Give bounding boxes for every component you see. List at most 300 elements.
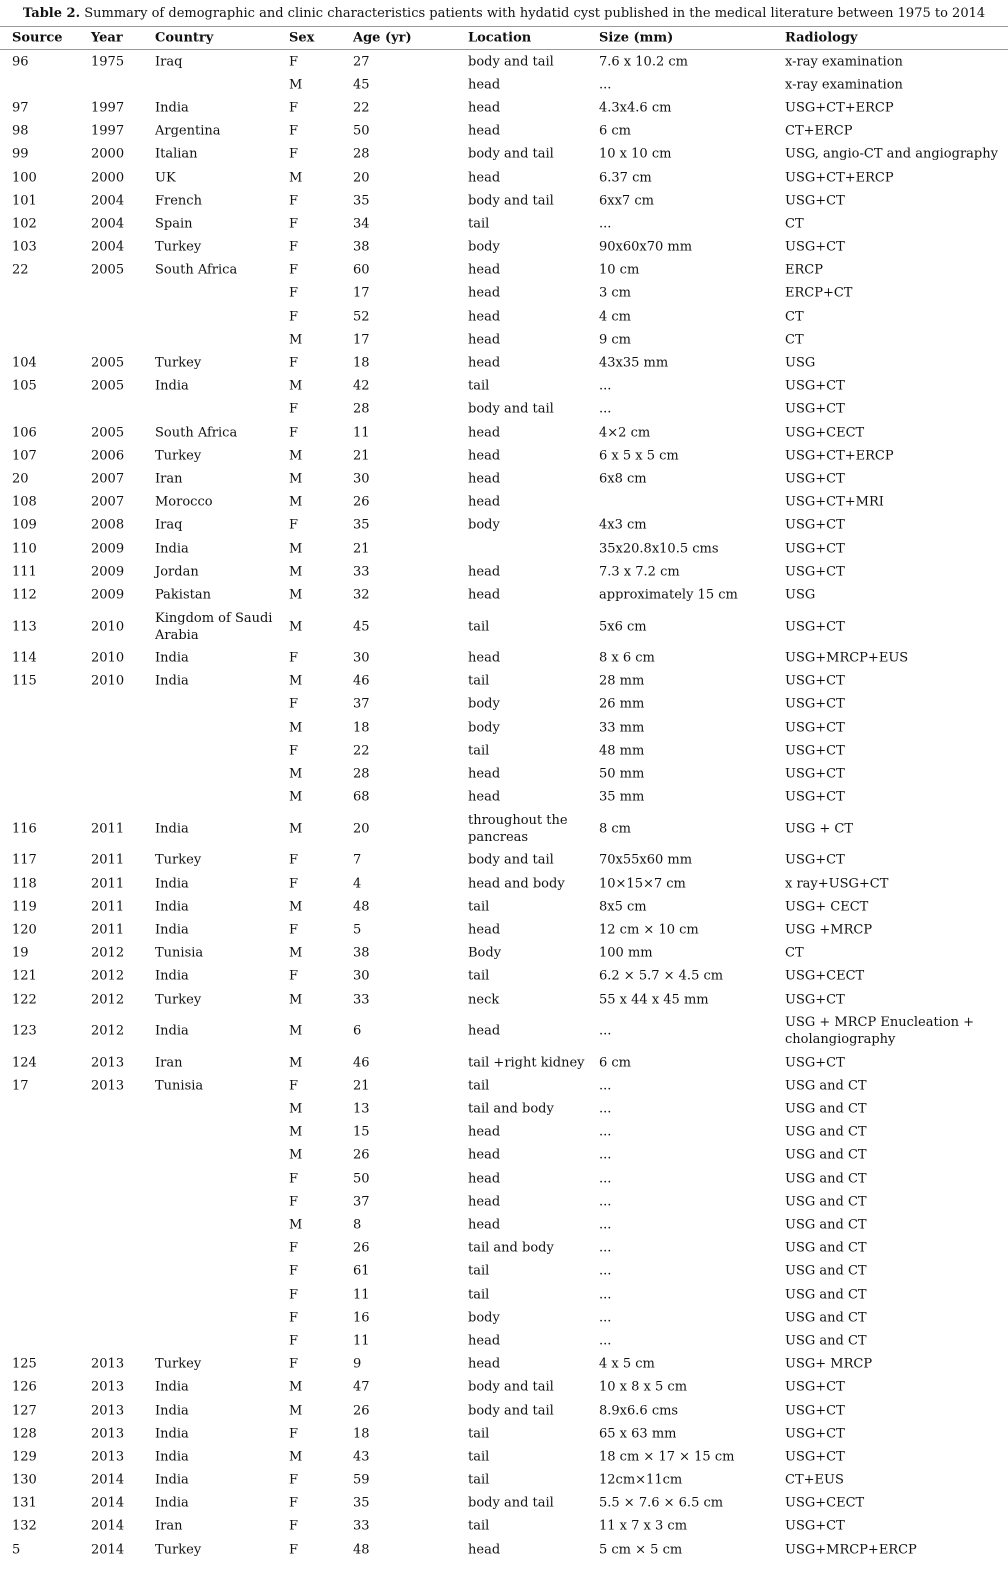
cell-age: 26 (353, 494, 370, 510)
cell-size: 8 x 6 cm (599, 650, 655, 666)
cell-source: 120 (12, 922, 37, 938)
cell-size: ... (599, 378, 612, 394)
cell-source: 104 (12, 355, 37, 371)
cell-source: 130 (12, 1472, 37, 1488)
cell-source: 102 (12, 216, 37, 232)
cell-age: 35 (353, 192, 370, 208)
cell-source: 5 (12, 1541, 21, 1557)
table-row (0, 1167, 1008, 1190)
cell-radiology: USG and CT (785, 1170, 867, 1186)
cell-country: Turkey (155, 991, 202, 1007)
cell-size: 8 cm (599, 821, 632, 837)
cell-source: 19 (12, 945, 29, 961)
cell-radiology: USG+CT+MRI (785, 494, 884, 510)
table-row (0, 96, 1008, 119)
cell-country: Turkey (155, 852, 202, 868)
cell-country: India (155, 899, 189, 915)
cell-year: 2006 (91, 448, 125, 464)
cell-radiology: USG+CT+ERCP (785, 100, 894, 116)
cell-radiology: ERCP+CT (785, 285, 853, 301)
cell-source: 98 (12, 123, 29, 139)
cell-country: India (155, 1379, 189, 1395)
cell-size: 33 mm (599, 719, 645, 735)
cell-radiology: USG and CT (785, 1124, 867, 1140)
cell-year: 2011 (91, 922, 125, 938)
cell-country: Turkey (155, 1356, 202, 1372)
cell-radiology: CT (785, 945, 804, 961)
characteristics-table (0, 26, 1008, 1561)
table-row (0, 1492, 1008, 1515)
cell-size: 35x20.8x10.5 cms (599, 540, 719, 556)
cell-year: 2000 (91, 169, 125, 185)
cell-age: 18 (353, 355, 370, 371)
cell-year: 2014 (91, 1472, 125, 1488)
table-header-row (0, 27, 1008, 50)
cell-location: body and tail (468, 1402, 554, 1418)
cell-location: tail +right kidney (468, 1054, 585, 1070)
cell-source: 115 (12, 673, 37, 689)
cell-location: tail (468, 899, 490, 915)
cell-location: body and tail (468, 1379, 554, 1395)
table-row (0, 444, 1008, 467)
cell-age: 20 (353, 821, 370, 837)
cell-sex: F (289, 1356, 299, 1372)
cell-country: Iran (155, 1054, 183, 1070)
cell-location: head (468, 1541, 501, 1557)
table-body (0, 50, 1008, 1561)
cell-location: head (468, 123, 501, 139)
cell-age: 33 (353, 991, 370, 1007)
cell-source: 105 (12, 378, 37, 394)
cell-sex: M (289, 991, 303, 1007)
cell-radiology: USG and CT (785, 1194, 867, 1210)
cell-age: 21 (353, 1078, 370, 1094)
cell-year: 2014 (91, 1495, 125, 1511)
table-row (0, 809, 1008, 849)
cell-size: ... (599, 1286, 612, 1302)
cell-sex: F (289, 1170, 299, 1186)
cell-radiology: USG+CT (785, 1449, 845, 1465)
table-row (0, 189, 1008, 212)
cell-source: 97 (12, 100, 29, 116)
cell-sex: M (289, 673, 303, 689)
cell-size: ... (599, 1194, 612, 1210)
cell-size: ... (599, 1101, 612, 1117)
cell-source: 22 (12, 262, 29, 278)
cell-source: 107 (12, 448, 37, 464)
cell-radiology: USG+ MRCP (785, 1356, 873, 1372)
cell-year: 2011 (91, 821, 125, 837)
cell-size: 90x60x70 mm (599, 239, 693, 255)
cell-location: body (468, 517, 500, 533)
cell-location: head (468, 494, 501, 510)
cell-source: 96 (12, 53, 29, 69)
cell-location: head (468, 308, 501, 324)
cell-location: body and tail (468, 852, 554, 868)
table-row (0, 739, 1008, 762)
cell-location: head (468, 789, 501, 805)
cell-size: 5 cm × 5 cm (599, 1541, 683, 1557)
table-row (0, 716, 1008, 739)
cell-year: 2010 (91, 619, 125, 634)
cell-sex: M (289, 1147, 303, 1163)
cell-sex: F (289, 192, 299, 208)
cell-source: 119 (12, 899, 37, 915)
cell-source: 126 (12, 1379, 37, 1395)
cell-source: 123 (12, 1023, 37, 1039)
cell-size: 12cm×11cm (599, 1472, 683, 1488)
cell-radiology: USG+CT (785, 540, 845, 556)
cell-radiology: x-ray examination (785, 53, 903, 69)
cell-size: 6 cm (599, 123, 632, 139)
cell-location: Body (468, 945, 502, 961)
cell-radiology: USG+CT (785, 1054, 845, 1070)
cell-size: 9 cm (599, 332, 632, 348)
table-row (0, 693, 1008, 716)
cell-age: 13 (353, 1101, 370, 1117)
table-row (0, 670, 1008, 693)
cell-sex: F (289, 1078, 299, 1094)
cell-age: 59 (353, 1472, 370, 1488)
cell-source: 113 (12, 619, 37, 634)
cell-location: tail (468, 1518, 490, 1534)
cell-age: 60 (353, 262, 370, 278)
cell-sex: M (289, 471, 303, 487)
table-row (0, 491, 1008, 514)
cell-sex: F (289, 1333, 299, 1349)
cell-year: 2005 (91, 355, 125, 371)
table-row (0, 398, 1008, 421)
cell-location: tail (468, 216, 490, 232)
cell-age: 22 (353, 100, 370, 116)
cell-location: head (468, 355, 501, 371)
cell-age: 46 (353, 673, 370, 689)
cell-sex: F (289, 517, 299, 533)
cell-radiology: USG, angio-CT and angiography (785, 146, 998, 162)
cell-country: Jordan (155, 563, 199, 579)
cell-size: 50 mm (599, 766, 645, 782)
cell-year: 2004 (91, 239, 125, 255)
cell-sex: F (289, 875, 299, 891)
cell-year: 2004 (91, 192, 125, 208)
cell-sex: F (289, 968, 299, 984)
cell-radiology: CT (785, 216, 804, 232)
cell-size: 3 cm (599, 285, 632, 301)
cell-radiology: ERCP (785, 262, 823, 278)
cell-source: 127 (12, 1402, 37, 1418)
cell-sex: F (289, 53, 299, 69)
cell-age: 33 (353, 1518, 370, 1534)
cell-age: 34 (353, 216, 370, 232)
column-header-location: Location (468, 30, 532, 46)
cell-size: 8.9x6.6 cms (599, 1402, 679, 1418)
cell-sex: M (289, 169, 303, 185)
table-row (0, 942, 1008, 965)
table-row (0, 282, 1008, 305)
cell-radiology: USG and CT (785, 1263, 867, 1279)
column-header-source: Source (12, 30, 63, 46)
cell-radiology: USG+CT (785, 1425, 845, 1441)
cell-age: 17 (353, 285, 370, 301)
cell-year: 2011 (91, 852, 125, 868)
table-row (0, 918, 1008, 941)
table-row (0, 1260, 1008, 1283)
cell-age: 47 (353, 1379, 370, 1395)
cell-year: 2014 (91, 1518, 125, 1534)
cell-size: 5.5 × 7.6 × 6.5 cm (599, 1495, 724, 1511)
cell-size: ... (599, 216, 612, 232)
cell-age: 26 (353, 1402, 370, 1418)
cell-radiology: USG+CT (785, 192, 845, 208)
cell-sex: F (289, 216, 299, 232)
cell-country: Morocco (155, 494, 213, 510)
cell-size: ... (599, 1310, 612, 1326)
cell-size: 4 cm (599, 308, 632, 324)
cell-source: 108 (12, 494, 37, 510)
cell-radiology: USG+CT+ERCP (785, 169, 894, 185)
cell-country: India (155, 1449, 189, 1465)
table-row (0, 212, 1008, 235)
cell-location: head (468, 285, 501, 301)
cell-age: 26 (353, 1147, 370, 1163)
cell-source: 101 (12, 192, 37, 208)
table-caption-text: Summary of demographic and clinic characteristics patients with hydatid cyst published in the medical literature between 1975 to 2014 (80, 6, 986, 21)
cell-size: 100 mm (599, 945, 653, 961)
table-row (0, 1237, 1008, 1260)
table-row (0, 514, 1008, 537)
table-row (0, 1329, 1008, 1352)
cell-source: 131 (12, 1495, 37, 1511)
cell-size: ... (599, 1333, 612, 1349)
table-row (0, 375, 1008, 398)
cell-location: head (468, 587, 501, 603)
cell-source: 20 (12, 471, 29, 487)
cell-country: Kingdom of Saudi Arabia (155, 610, 273, 643)
cell-year: 2013 (91, 1078, 125, 1094)
cell-radiology: CT+ERCP (785, 123, 853, 139)
cell-size: 7.3 x 7.2 cm (599, 563, 680, 579)
cell-source: 118 (12, 875, 37, 891)
cell-source: 103 (12, 239, 37, 255)
cell-sex: F (289, 1263, 299, 1279)
cell-country: South Africa (155, 262, 238, 278)
cell-age: 45 (353, 619, 370, 634)
cell-country: French (155, 192, 202, 208)
cell-age: 50 (353, 123, 370, 139)
cell-radiology: USG+CT (785, 619, 845, 634)
cell-year: 2013 (91, 1449, 125, 1465)
cell-country: India (155, 875, 189, 891)
cell-sex: F (289, 123, 299, 139)
table-row (0, 849, 1008, 872)
cell-radiology: USG+CT (785, 471, 845, 487)
cell-size: 11 x 7 x 3 cm (599, 1518, 688, 1534)
cell-location: tail and body (468, 1101, 554, 1117)
cell-radiology: USG+CECT (785, 1495, 865, 1511)
table-row (0, 1283, 1008, 1306)
cell-age: 52 (353, 308, 370, 324)
cell-location: head and body (468, 875, 565, 891)
cell-sex: F (289, 401, 299, 417)
cell-location: body (468, 239, 500, 255)
cell-sex: M (289, 587, 303, 603)
cell-country: South Africa (155, 424, 238, 440)
table-row (0, 607, 1008, 647)
cell-age: 11 (353, 1286, 370, 1302)
cell-radiology: USG + CT (785, 821, 854, 837)
cell-radiology: USG (785, 587, 816, 603)
table-row (0, 872, 1008, 895)
table-row (0, 1074, 1008, 1097)
cell-radiology: USG+CT (785, 673, 845, 689)
cell-sex: M (289, 1379, 303, 1395)
cell-sex: F (289, 696, 299, 712)
table-row (0, 1213, 1008, 1236)
cell-source: 128 (12, 1425, 37, 1441)
cell-radiology: USG and CT (785, 1286, 867, 1302)
cell-country: India (155, 378, 189, 394)
table-row (0, 786, 1008, 809)
cell-radiology: USG+ CECT (785, 899, 869, 915)
table-row (0, 537, 1008, 560)
column-header-size: Size (mm) (599, 30, 674, 46)
cell-size: ... (599, 1170, 612, 1186)
table-row (0, 583, 1008, 606)
cell-year: 2010 (91, 673, 125, 689)
cell-location: body (468, 696, 500, 712)
cell-sex: F (289, 424, 299, 440)
cell-year: 2012 (91, 968, 125, 984)
cell-sex: M (289, 77, 303, 93)
cell-location: head (468, 650, 501, 666)
cell-sex: F (289, 1286, 299, 1302)
table-row (0, 1121, 1008, 1144)
table-row (0, 1306, 1008, 1329)
cell-sex: F (289, 285, 299, 301)
cell-sex: F (289, 1310, 299, 1326)
cell-age: 61 (353, 1263, 370, 1279)
cell-year: 1997 (91, 123, 125, 139)
cell-sex: F (289, 100, 299, 116)
cell-radiology: USG+CT (785, 1379, 845, 1395)
table-caption-label: Table 2. (22, 6, 81, 21)
table-row (0, 1469, 1008, 1492)
table-row (0, 1538, 1008, 1561)
cell-location: body and tail (468, 401, 554, 417)
cell-country: India (155, 650, 189, 666)
column-header-radiology: Radiology (785, 30, 858, 46)
cell-age: 42 (353, 378, 370, 394)
cell-country: Iran (155, 1518, 183, 1534)
cell-age: 68 (353, 789, 370, 805)
table-row (0, 1144, 1008, 1167)
table-row (0, 560, 1008, 583)
cell-radiology: USG+MRCP+ERCP (785, 1541, 917, 1557)
cell-sex: F (289, 922, 299, 938)
cell-age: 32 (353, 587, 370, 603)
cell-source: 129 (12, 1449, 37, 1465)
cell-sex: F (289, 262, 299, 278)
cell-location: head (468, 448, 501, 464)
cell-sex: M (289, 1217, 303, 1233)
cell-age: 17 (353, 332, 370, 348)
cell-radiology: USG+CT (785, 766, 845, 782)
cell-sex: M (289, 766, 303, 782)
table-row (0, 1190, 1008, 1213)
cell-sex: M (289, 821, 303, 837)
cell-country: Turkey (155, 1541, 202, 1557)
cell-age: 35 (353, 1495, 370, 1511)
column-header-country: Country (155, 30, 214, 46)
cell-sex: M (289, 1124, 303, 1140)
cell-radiology: USG+CT (785, 789, 845, 805)
cell-sex: M (289, 494, 303, 510)
cell-location: tail and body (468, 1240, 554, 1256)
table-row (0, 305, 1008, 328)
cell-country: India (155, 1023, 189, 1039)
cell-source: 117 (12, 852, 37, 868)
cell-source: 125 (12, 1356, 37, 1372)
cell-radiology: x-ray examination (785, 77, 903, 93)
cell-location: tail (468, 1425, 490, 1441)
cell-radiology: CT (785, 308, 804, 324)
cell-location: head (468, 1023, 501, 1039)
cell-radiology: USG+CT (785, 743, 845, 759)
cell-size: ... (599, 77, 612, 93)
cell-radiology: USG and CT (785, 1217, 867, 1233)
cell-size: 7.6 x 10.2 cm (599, 53, 688, 69)
cell-age: 16 (353, 1310, 370, 1326)
cell-sex: M (289, 378, 303, 394)
cell-age: 45 (353, 77, 370, 93)
cell-year: 2014 (91, 1541, 125, 1557)
cell-radiology: USG+CT (785, 1518, 845, 1534)
cell-size: 6.37 cm (599, 169, 652, 185)
cell-location: tail (468, 1263, 490, 1279)
cell-country: India (155, 1495, 189, 1511)
cell-size: 6x8 cm (599, 471, 647, 487)
cell-year: 2013 (91, 1425, 125, 1441)
cell-size: 4x3 cm (599, 517, 647, 533)
cell-year: 2013 (91, 1379, 125, 1395)
table-row (0, 1353, 1008, 1376)
cell-size: 10 x 10 cm (599, 146, 672, 162)
cell-age: 27 (353, 53, 370, 69)
cell-year: 2009 (91, 587, 125, 603)
cell-age: 22 (353, 743, 370, 759)
cell-year: 2007 (91, 494, 125, 510)
table-row (0, 120, 1008, 143)
cell-age: 50 (353, 1170, 370, 1186)
cell-country: Pakistan (155, 587, 211, 603)
table-row (0, 143, 1008, 166)
cell-sex: F (289, 650, 299, 666)
column-header-age: Age (yr) (353, 30, 412, 46)
cell-sex: M (289, 563, 303, 579)
cell-country: India (155, 922, 189, 938)
cell-age: 11 (353, 1333, 370, 1349)
cell-source: 114 (12, 650, 37, 666)
table-row (0, 1515, 1008, 1538)
table-row (0, 328, 1008, 351)
cell-source: 112 (12, 587, 37, 603)
cell-location: head (468, 77, 501, 93)
cell-location: head (468, 1356, 501, 1372)
cell-size: 26 mm (599, 696, 645, 712)
cell-radiology: USG+CT (785, 239, 845, 255)
table-row (0, 895, 1008, 918)
cell-size: 12 cm × 10 cm (599, 922, 699, 938)
